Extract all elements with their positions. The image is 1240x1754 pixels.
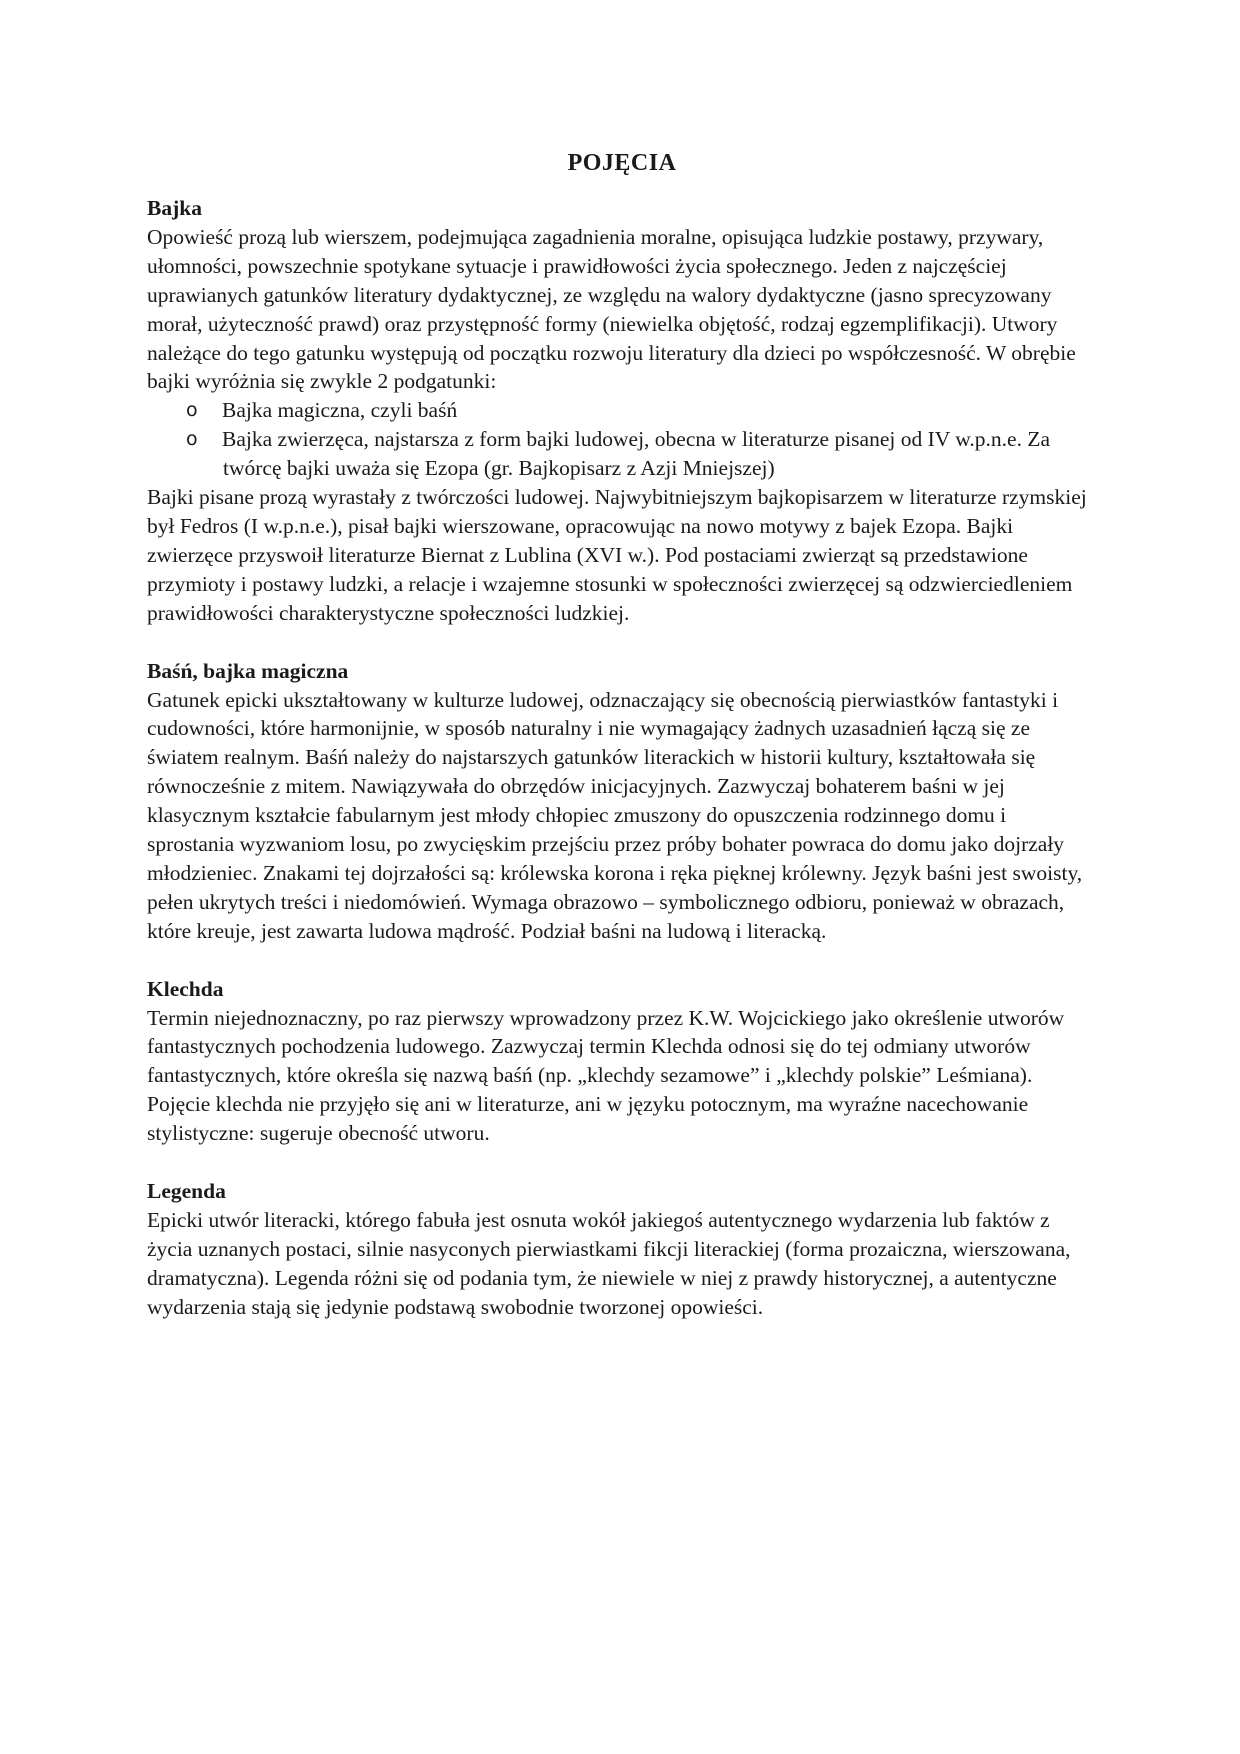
section-paragraph: Termin niejednoznaczny, po raz pierwszy wprowadzony przez K.W. Wojcickiego jako określenie utworów fantastycznych pochodzenia ludowego. Zazwyczaj termin Klechda odnosi się do tej odmiany utworów fantastycznych, które określa się nazwą baśń (np. „klechdy sezamowe” i „klechdy polskie” Leśmiana). Pojęcie klechda nie przyjęło się ani w literaturze, ani w języku potocznym, ma wyraźne nacechowanie stylistyczne: sugeruje obecność utworu. <box>147 1005 1065 1146</box>
list-item <box>147 396 1097 425</box>
section-paragraph: Gatunek epicki ukształtowany w kulturze ludowej, odznaczający się obecnością pierwiastków fantastyki i cudowności, które harmonijnie, w sposób naturalny i nie wymagający żadnych uzasadnień łączą się ze światem realnym. Baśń należy do najstarszych gatunków literackich w historii kultury, kształtowała się równocześnie z mitem. Nawiązywała do obrzędów inicjacyjnych. Zazwyczaj bohaterem baśni w jej klasycznym kształcie fabularnym jest młody chłopiec zmuszony do opuszczenia rodzinnego domu i sprostania wyzwaniom losu, po zwycięskim przejściu przez próby bohater powraca do domu jako dojrzały młodzieniec. Znakami tej dojrzałości są: królewska korona i ręka pięknej królewny. Język baśni jest swoisty, pełen ukrytych treści i niedomówień. Wymaga obrazowo – symbolicznego odbioru, ponieważ w obrazach, które kreuje, jest zawarta ludowa mądrość. Podział baśni na ludową i literacką. <box>147 687 1083 943</box>
list-item <box>147 425 1097 483</box>
section-bajka <box>147 194 1097 628</box>
section-heading: Bajka <box>147 196 202 220</box>
section-paragraph: Bajki pisane prozą wyrastały z twórczości ludowej. Najwybitniejszym bajkopisarzem w literaturze rzymskiej był Fedros (I w.p.n.e.), pisał bajki wierszowane, opracowując na nowo motywy z bajek Ezopa. Bajki zwierzęce przyswoił literaturze Biernat z Lublina (XVI w.). Pod postaciami zwierząt są przedstawione przymioty i postawy ludzki, a relacje i wzajemne stosunki w społeczności zwierzęcej są odzwierciedleniem prawidłowości charakterystyczne społeczności ludzkiej. <box>147 485 1087 625</box>
bullet-marker: o <box>186 428 198 451</box>
section-heading: Baśń, bajka magiczna <box>147 658 349 683</box>
subgenre-list <box>147 396 1097 483</box>
section-heading: Klechda <box>147 976 224 1001</box>
bullet-marker: o <box>186 399 198 422</box>
section-basn <box>147 657 1097 946</box>
section-heading: Legenda <box>147 1179 226 1204</box>
section-klechda <box>147 975 1097 1148</box>
section-legenda <box>147 1177 1097 1322</box>
document-title: POJĘCIA <box>567 150 677 176</box>
list-item-text: Bajka magiczna, czyli baśń <box>222 398 458 423</box>
list-item-text: Bajka zwierzęca, najstarsza z form bajki ludowej, obecna w literaturze pisanej od IV w.p.n.e. Za twórcę bajki uważa się Ezopa (gr. Bajkopisarz z Azji Mniejszej) <box>222 427 1051 481</box>
section-paragraph: Opowieść prozą lub wierszem, podejmująca zagadnienia moralne, opisująca ludzkie postawy, przywary, ułomności, powszechnie spotykane sytuacje i prawidłowości życia społecznego. Jeden z najczęściej uprawianych gatunków literatury dydaktycznej, ze względu na walory dydaktyczne (jasno sprecyzowany morał, użyteczność prawd) oraz przystępność formy (niewielka objętość, rodzaj egzemplifikacji). Utwory należące do tego gatunku występują od początku rozwoju literatury dla dzieci po współczesność. W obrębie bajki wyróżnia się zwykle 2 podgatunki: <box>147 224 1076 394</box>
section-paragraph: Epicki utwór literacki, którego fabuła jest osnuta wokół jakiegoś autentycznego wydarzenia lub faktów z życia uznanych postaci, silnie nasyconych pierwiastkami fikcji literackiej (forma prozaiczna, wierszowana, dramatyczna). Legenda różni się od podania tym, że niewiele w niej z prawdy historycznej, a autentyczne wydarzenia stają się jedynie podstawą swobodnie tworzonej opowieści. <box>147 1208 1071 1319</box>
document-page <box>147 148 1097 1351</box>
